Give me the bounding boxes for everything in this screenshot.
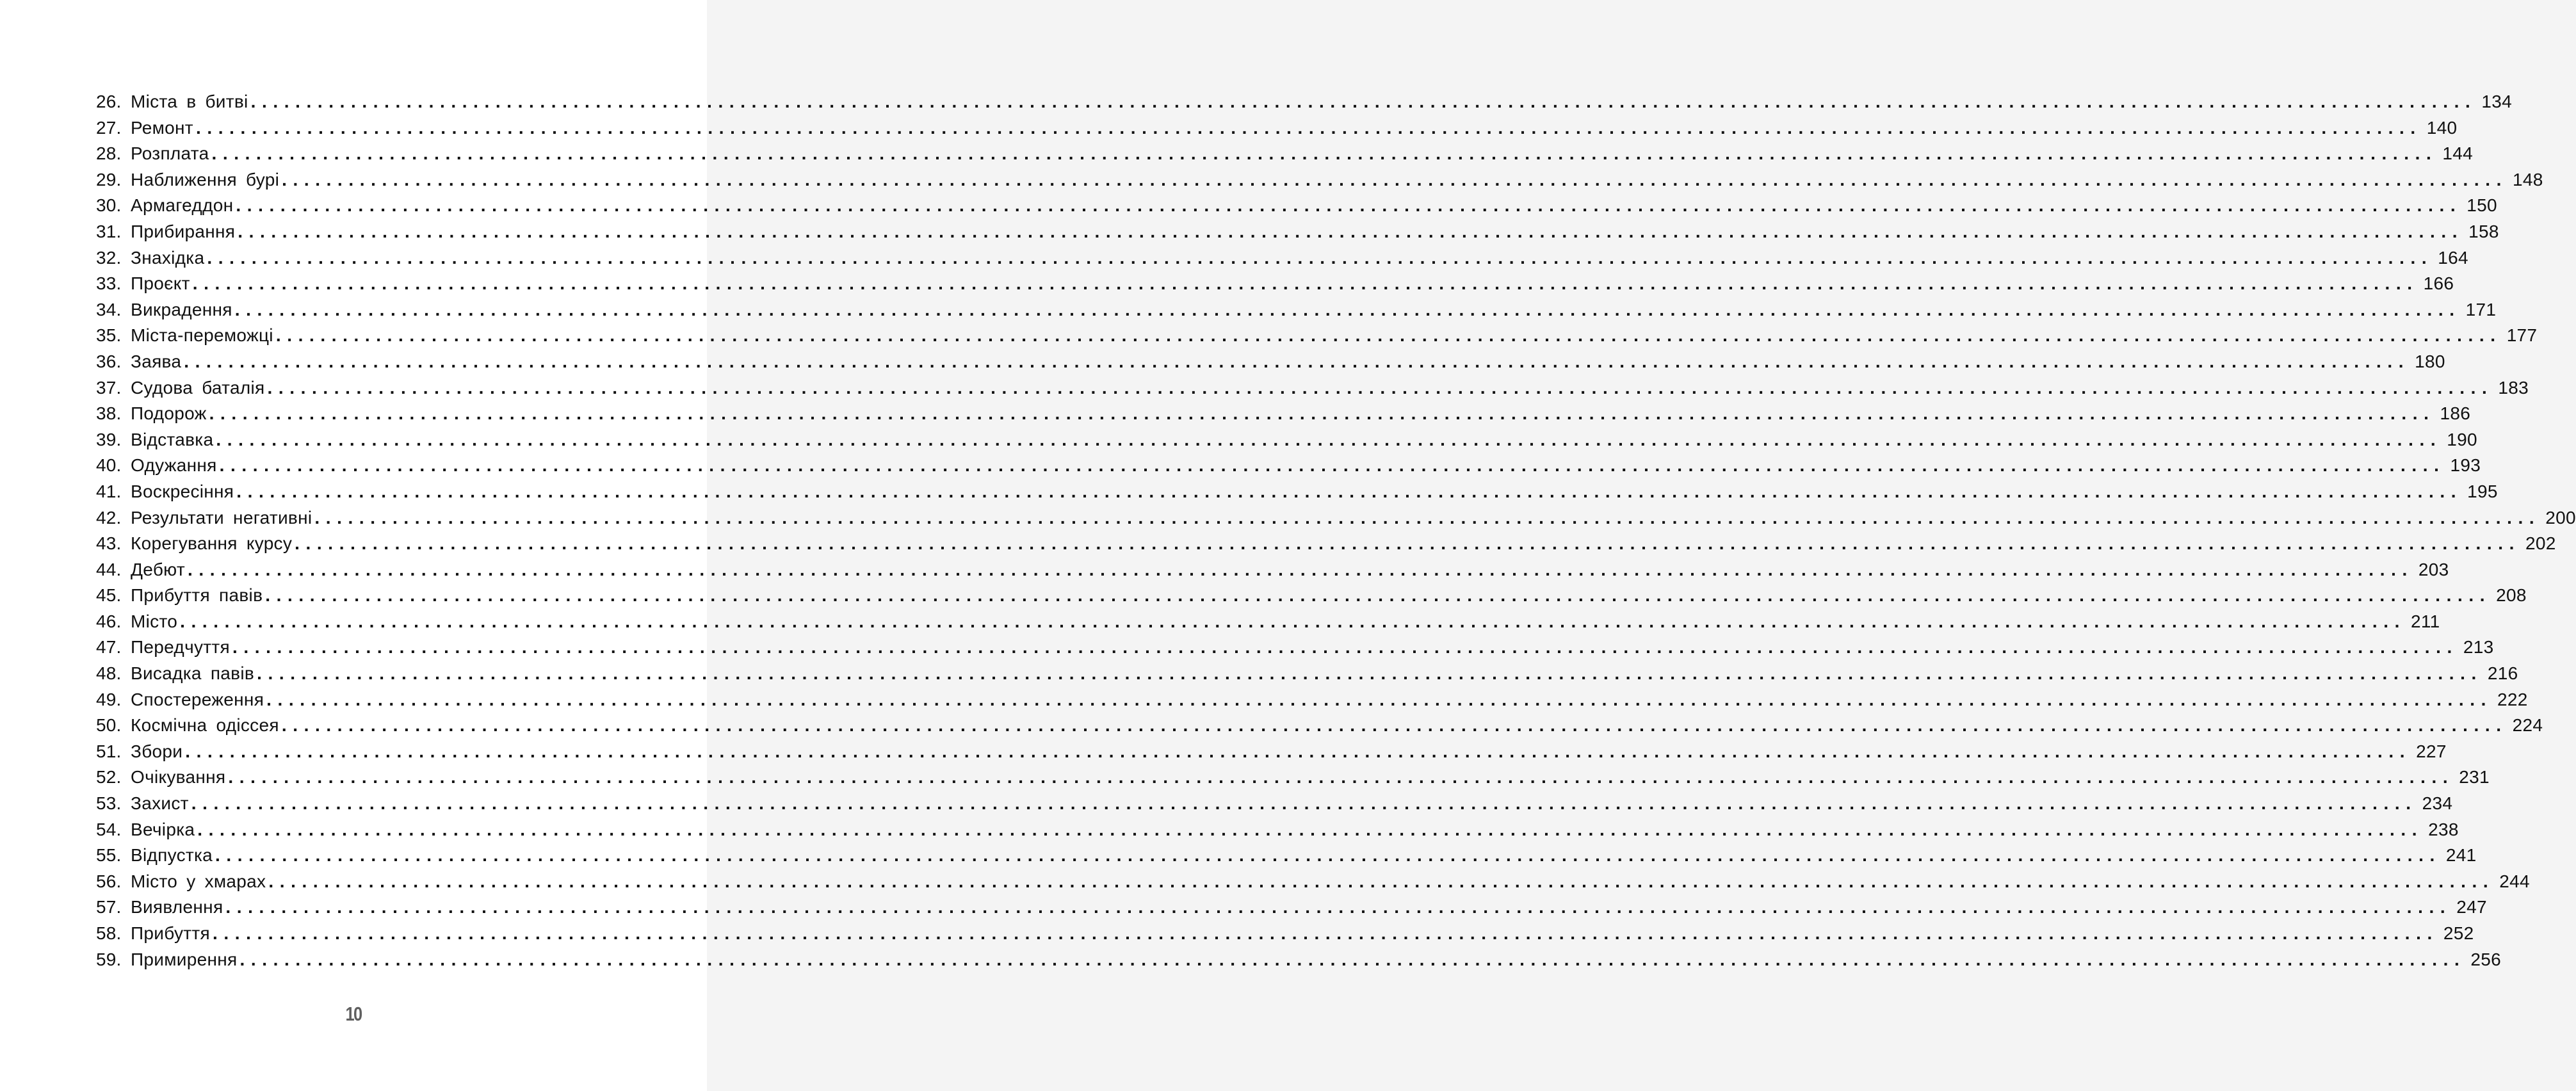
toc-entry-page: 186 [2440,403,2471,424]
toc-entry-title: Проєкт [131,273,190,294]
dot-leader: ........................................................................................................................................................................................................ [265,585,2491,606]
dot-leader: ........................................................................................................................................................................................................ [234,299,2461,319]
toc-entry-number: 43. [96,533,122,554]
toc-entry-title: Висадка павів [131,663,255,684]
toc-entry [96,559,2449,586]
toc-entry [96,871,2530,898]
toc-entry-number: 44. [96,559,122,579]
dot-leader: ........................................................................................................................................................................................................ [314,507,2541,528]
toc-entry-number: 48. [96,663,122,684]
toc-entry [96,169,2543,196]
toc-entry-page: 148 [2512,169,2543,190]
toc-entry-title: Наближення бурі [131,169,280,190]
toc-entry-title: Судова баталія [131,377,265,398]
toc-entry [96,299,2497,326]
dot-leader: ........................................................................................................................................................................................................ [197,819,2424,839]
toc-entry-page: 134 [2481,92,2513,111]
toc-entry-page: 224 [2512,715,2543,736]
dot-leader: ........................................................................................................................................................................................................ [228,767,2454,788]
toc-entry [96,455,2481,481]
toc-entry-title: Прибуття павів [131,585,263,606]
dot-leader: ........................................................................................................................................................................................................ [232,637,2458,658]
dot-leader: ........................................................................................................................................................................................................ [180,611,2406,631]
toc-entry-title: Корегування курсу [131,533,293,554]
toc-entry-number: 59. [96,949,122,969]
toc-entry-page: 256 [2470,949,2501,969]
toc-entry-number: 36. [96,351,122,371]
toc-entry-page: 183 [2498,377,2529,398]
toc-entry [96,689,2528,716]
toc-entry [96,533,2556,560]
toc-entry [96,273,2454,300]
dot-leader: ........................................................................................................................................................................................................ [268,871,2495,891]
toc-entry [96,377,2529,404]
toc-entry-title: Заява [131,351,182,371]
toc-entry [96,611,2440,638]
toc-entry-title: Міста в битві [131,92,248,111]
toc-entry [96,897,2487,923]
toc-entry [96,585,2527,611]
dot-leader: ........................................................................................................................................................................................................ [192,273,2418,294]
toc-entry-page: 238 [2428,819,2459,839]
page-number: 10 [345,1003,362,1025]
toc-entry-title: Воскресіння [131,481,234,501]
toc-entry-page: 203 [2418,559,2449,579]
dot-leader: ........................................................................................................................................................................................................ [225,897,2452,917]
toc-entry [96,247,2468,274]
toc-entry-page: 231 [2459,767,2490,788]
dot-leader: ........................................................................................................................................................................................................ [267,377,2493,398]
dot-leader: ........................................................................................................................................................................................................ [207,247,2433,268]
toc-entry-number: 33. [96,273,122,294]
toc-entry-page: 208 [2496,585,2527,606]
toc-entry-title: Міста-переможці [131,325,273,346]
toc-entry [96,637,2494,663]
dot-leader: ........................................................................................................................................................................................................ [215,845,2441,866]
toc-entry-title: Місто у хмарах [131,871,266,891]
toc-entry-page: 193 [2450,455,2481,476]
toc-entry-title: Виявлення [131,897,223,917]
toc-entry-page: 222 [2497,689,2528,709]
toc-entry-page: 195 [2467,481,2498,501]
toc-entry [96,429,2477,456]
toc-entry [96,143,2473,170]
toc-entry-number: 42. [96,507,122,528]
toc-entry-page: 190 [2447,429,2477,449]
dot-leader: ........................................................................................................................................................................................................ [195,117,2422,138]
toc-entry-number: 39. [96,429,122,449]
toc-entry-title: Дебют [131,559,185,579]
toc-entry-number: 56. [96,871,122,891]
toc-entry-number: 58. [96,923,122,943]
toc-entry [96,481,2498,508]
toc-entry [96,923,2474,950]
toc-entry-title: Прибуття [131,923,210,943]
dot-leader: ........................................................................................................................................................................................................ [238,221,2464,241]
toc-entry-title: Примирення [131,949,238,969]
toc-entry-page: 213 [2463,637,2494,658]
toc-entry-title: Передчуття [131,637,230,658]
dot-leader: ........................................................................................................................................................................................................ [219,455,2445,476]
toc-entry-number: 52. [96,767,122,788]
toc-entry-title: Результати негативні [131,507,312,528]
toc-entry-title: Збори [131,741,183,761]
toc-entry-page: 252 [2443,923,2474,943]
toc-entry-page: 234 [2422,793,2453,814]
toc-entry-number: 38. [96,403,122,424]
dot-leader: ........................................................................................................................................................................................................ [281,715,2507,736]
toc-entry-title: Місто [131,611,178,631]
toc-entry-number: 47. [96,637,122,658]
toc-entry-page: 150 [2467,195,2497,216]
toc-entry [96,767,2490,793]
toc-entry-title: Вечірка [131,819,195,839]
toc-entry-number: 57. [96,897,122,917]
toc-entry-number: 46. [96,611,122,631]
toc-entry-number: 26. [96,92,122,111]
dot-leader: ........................................................................................................................................................................................................ [239,949,2466,969]
toc-entry-number: 51. [96,741,122,761]
toc-entry-title: Відставка [131,429,214,449]
toc-entry-page: 144 [2442,143,2473,164]
toc-entry-page: 177 [2506,325,2538,346]
dot-leader: ........................................................................................................................................................................................................ [211,143,2438,164]
toc-entry-title: Подорож [131,403,207,424]
toc-entry [96,117,2458,144]
dot-leader: ........................................................................................................................................................................................................ [275,325,2502,346]
toc-entry-number: 28. [96,143,122,164]
toc-entry-number: 37. [96,377,122,398]
toc-entry [96,819,2459,846]
toc-entry [96,845,2477,871]
dot-leader: ........................................................................................................................................................................................................ [266,689,2493,709]
toc-entry-page: 158 [2468,221,2499,241]
toc-entry-page: 216 [2487,663,2518,684]
toc-entry-title: Відпустка [131,845,213,866]
toc-entry-title: Прибирання [131,221,236,241]
toc-entry-page: 140 [2426,117,2458,138]
toc-entry-number: 45. [96,585,122,606]
toc-entry-number: 41. [96,481,122,501]
dot-leader: ........................................................................................................................................................................................................ [184,351,2410,371]
toc-entry [96,507,2576,534]
toc-entry-page: 227 [2416,741,2447,761]
toc-entry-number: 32. [96,247,122,268]
toc-entry-page: 211 [2411,611,2440,631]
dot-leader: ........................................................................................................................................................................................................ [236,195,2462,216]
dot-leader: ........................................................................................................................................................................................................ [212,923,2438,943]
toc-entry-title: Одужання [131,455,217,476]
toc-entry-title: Викрадення [131,299,232,319]
toc-entry [96,715,2543,741]
toc-entry-page: 244 [2499,871,2530,891]
toc-entry-number: 27. [96,117,122,138]
toc-entry-number: 54. [96,819,122,839]
toc-entry-title: Захист [131,793,189,814]
toc-entry-title: Спостереження [131,689,264,709]
dot-leader: ........................................................................................................................................................................................................ [187,559,2413,579]
toc-entry-title: Очікування [131,767,226,788]
dot-leader: ........................................................................................................................................................................................................ [257,663,2483,684]
toc-entry-title: Армагеддон [131,195,234,216]
toc-entry-title: Знахідка [131,247,205,268]
toc-entry-number: 29. [96,169,122,190]
toc-entry [96,195,2497,222]
toc-entry-title: Ремонт [131,117,193,138]
dot-leader: ........................................................................................................................................................................................................ [236,481,2463,501]
dot-leader: ........................................................................................................................................................................................................ [216,429,2442,449]
toc-entry-number: 55. [96,845,122,866]
toc-entry-page: 202 [2525,533,2556,554]
toc-entry-number: 30. [96,195,122,216]
toc-entry [96,793,2453,820]
toc-entry-page: 164 [2438,247,2468,268]
toc-entry-page: 166 [2423,273,2454,294]
toc-entry-number: 49. [96,689,122,709]
toc-entry-number: 50. [96,715,122,736]
toc-entry-number: 40. [96,455,122,476]
dot-leader: ........................................................................................................................................................................................................ [209,403,2435,424]
toc-entry-number: 35. [96,325,122,346]
toc-entry [96,741,2447,768]
toc-entry-page: 171 [2465,299,2497,319]
toc-entry-page: 241 [2445,845,2477,866]
toc-entry [96,403,2471,430]
toc-entry [96,663,2518,690]
dot-leader: ........................................................................................................................................................................................................ [295,533,2521,554]
toc-entry-page: 200 [2545,507,2576,528]
dot-leader: ........................................................................................................................................................................................................ [250,92,2477,111]
toc-entry-number: 53. [96,793,122,814]
toc-entry [96,325,2538,352]
dot-leader: ........................................................................................................................................................................................................ [185,741,2411,761]
toc-entry [96,92,2513,118]
toc-entry [96,351,2445,378]
toc-entry [96,221,2499,248]
toc-entry-title: Розплата [131,143,209,164]
toc-entry-title: Космічна одіссея [131,715,279,736]
toc-entry-number: 31. [96,221,122,241]
toc-entry-page: 180 [2415,351,2445,371]
toc-entry-page: 247 [2456,897,2487,917]
toc-entry-number: 34. [96,299,122,319]
table-of-contents [96,92,2576,975]
dot-leader: ........................................................................................................................................................................................................ [191,793,2417,814]
dot-leader: ........................................................................................................................................................................................................ [282,169,2507,190]
toc-entry [96,949,2501,976]
